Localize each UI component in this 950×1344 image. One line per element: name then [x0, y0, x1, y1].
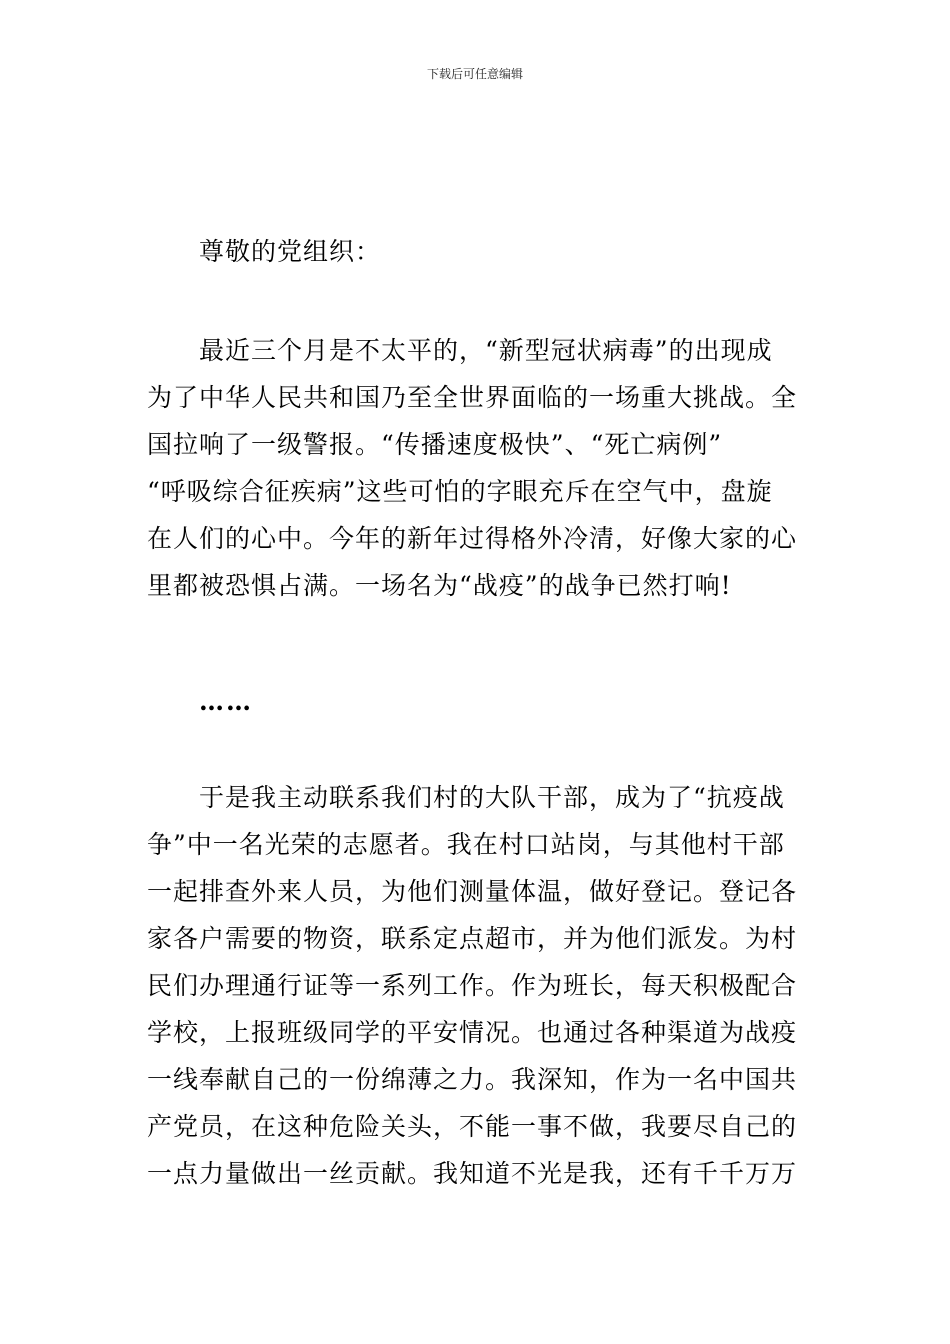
paragraph-line: “呼吸综合征疾病”这些可怕的字眼充斥在空气中，盘旋 — [147, 477, 773, 506]
paragraph-line: 最近三个月是不太平的，“新型冠状病毒”的出现成 — [199, 336, 773, 365]
paragraph-line: 学校，上报班级同学的平安情况。也通过各种渠道为战疫 — [147, 1018, 798, 1047]
salutation-text: 尊敬的党组织： — [199, 237, 382, 266]
paragraph-line: 一点力量做出一丝贡献。我知道不光是我，还有千千万万 — [147, 1159, 798, 1188]
paragraph-line: 一线奉献自己的一份绵薄之力。我深知，作为一名中国共 — [147, 1065, 798, 1094]
ellipsis-text: …… — [199, 687, 253, 716]
paragraph-line: 民们办理通行证等一系列工作。作为班长，每天积极配合 — [147, 971, 798, 1000]
page-header-note: 下载后可任意编辑 — [426, 67, 523, 81]
paragraph-line: 家各户需要的物资，联系定点超市，并为他们派发。为村 — [147, 924, 798, 953]
paragraph-line: 于是我主动联系我们村的大队干部，成为了“抗疫战 — [199, 783, 785, 812]
paragraph-line: 一起排查外来人员，为他们测量体温，做好登记。登记各 — [147, 877, 798, 906]
ellipsis — [147, 678, 807, 725]
paragraph-line: 争”中一名光荣的志愿者。我在村口站岗，与其他村干部 — [147, 830, 785, 859]
paragraph-line: 在人们的心中。今年的新年过得格外冷清，好像大家的心 — [147, 524, 798, 553]
paragraph-line: 里都被恐惧占满。一场名为“战疫”的战争已然打响! — [147, 571, 732, 600]
paragraph-2 — [147, 774, 807, 1197]
paragraph-line: 产党员，在这种危险关头，不能一事不做，我要尽自己的 — [147, 1112, 798, 1141]
paragraph-line: 国拉响了一级警报。“传播速度极快”、“死亡病例” — [147, 430, 723, 459]
paragraph-line: 为了中华人民共和国乃至全世界面临的一场重大挑战。全 — [147, 383, 798, 412]
paragraph-1 — [147, 327, 807, 609]
salutation — [147, 228, 807, 275]
